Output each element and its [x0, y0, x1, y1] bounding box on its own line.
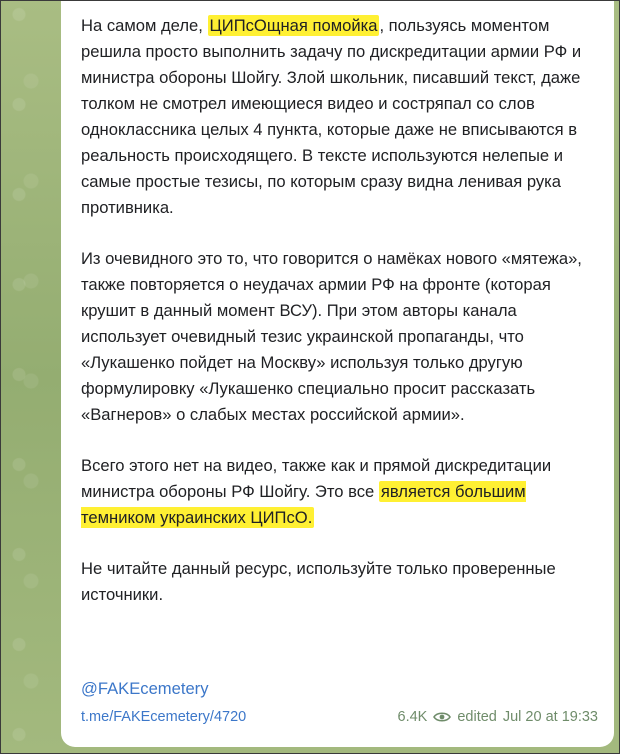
- message-date: Jul 20 at 19:33: [502, 709, 598, 725]
- channel-handle-link[interactable]: @FAKEcemetery: [81, 679, 209, 698]
- paragraph-text: Всего этого нет на видео, также как и прямой дискредитации министра обороны РФ Шойгу. Это все: [81, 456, 552, 501]
- message-footer: [81, 706, 598, 728]
- post-link[interactable]: t.me/FAKEcemetery/4720: [81, 709, 247, 725]
- message-paragraph-1: [81, 13, 594, 221]
- message-paragraph-4: Не читайте данный ресурс, используйте только проверенные источники.: [81, 559, 556, 604]
- paragraph-text: , пользуясь моментом решила просто выполнить задачу по дискредитации армии РФ и министра обороны Шойгу. Злой школьник, писавший текст, даже толком не смотрел имеющиеся видео и состряпал со слов одноклассника целых 4 пункта, которые даже не вписываются в реальность происходящего. В тексте используются нелепые и самые простые тезисы, по которым сразу видна ленивая рука противника.: [81, 16, 582, 217]
- message-paragraph-3: [81, 453, 594, 531]
- edited-label: edited: [457, 709, 497, 725]
- message-paragraph-2: Из очевидного это то, что говорится о намёках нового «мятежа», также повторяется о неудачах армии РФ на фронте (которая крушит в данный момент ВСУ). При этом авторы канала использует очевидный тезис украинской пропаганды, что «Лукашенко пойдет на Москву» используя только другую формулировку «Лукашенко специально просит рассказать «Вагнеров» о слабых местах российской армии».: [81, 249, 582, 424]
- highlighted-text: является большим темником украинских ЦИПсО.: [81, 482, 526, 527]
- views-count: 6.4K: [397, 709, 428, 725]
- message-meta: [398, 709, 599, 725]
- message-bubble: [61, 1, 614, 747]
- paragraph-text: На самом деле,: [81, 16, 208, 35]
- highlighted-text: ЦИПсОщная помойка: [209, 16, 378, 35]
- eye-icon: [433, 711, 451, 723]
